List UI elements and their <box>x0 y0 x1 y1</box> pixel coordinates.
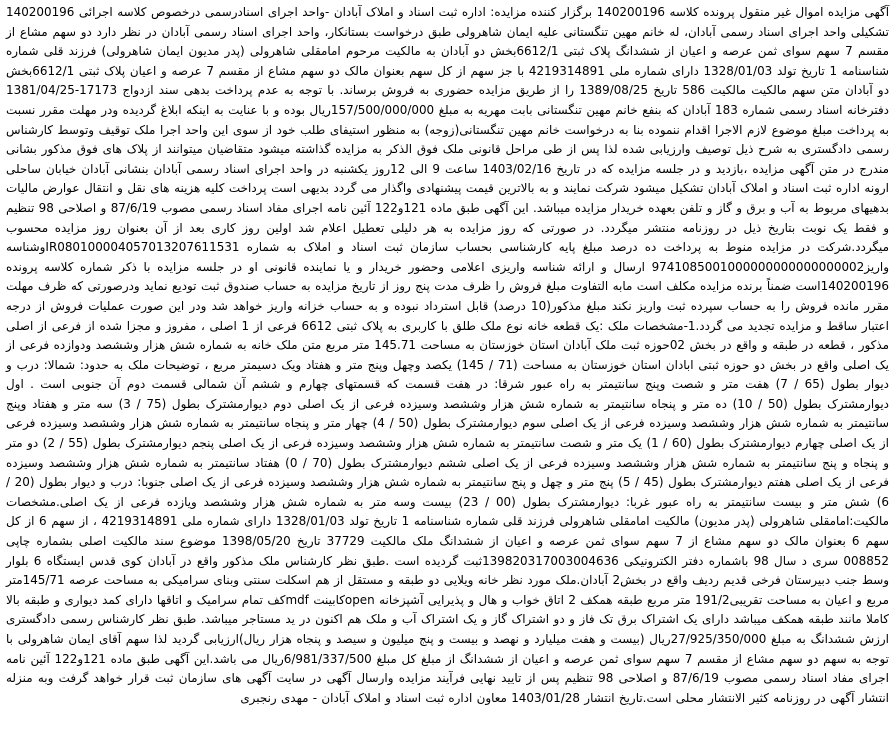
auction-notice-text: آگهی مزایده اموال غیر منقول پرونده کلاسه 140200196 برگزار کننده مزایده: اداره ثبت اسناد و املاک آبادان -واحد اجرای اسنادرسمی درخصوص کلاسه اجرائی 140200196 تشکیلی واحد اجرای اسناد رسمی آبادان، له خانم مهین تنگستانی علیه ایمان شاهرولی طبق درخواست بستانکار، واحد اجرای اسناد رسمی آبادان در نظر دارد دو سهم مشاع از مقسم 7 سهم سوای ثمن عرصه و اعیان از ششدانگ پلاک ثبتی 6612/1بخش دو آبادان به مالکیت مرحوم امامقلی شاهرولی (پدر مدیون ایمان شاهرولی) فرزند قلی شماره شناسنامه 1 تاریخ تولد 1328/01/03 دارای شماره ملی 4219314891 با جز سهم از کل سهم بعنوان مالک دو سهم مشاع از مقسم 7 عرصه و اعیان پلاک ثبتی 6612/1بخش دو آبادان متن سهم مالکیت مالکیت 586 تاریخ 1389/08/25 را از طریق مزایده حضوری به فروش برساند. با توجه به عدم پرداخت بدهی سند ازدواج 17173-1381/04/25 دفترخانه اسناد رسمی شماره 183 آبادان که بنفع خانم مهین تنگستانی بابت مهریه به مبلغ 157/500/000/000ریال بوده و با عنایت به اینکه ابلاغ گردیده ودر مهلت مقرر نسبت به پرداخت مبلغ موضوع لازم الاجرا اقدام ننموده بنا به درخواست خانم مهین تنگستانی(زوجه) به منظور استیفای طلب خود از سوی این واحد اجرا ملک توقیف وتوسط کارشناس رسمی دادگستری به شرح ذیل توصیف وارزیابی شده لذا پس از طی مراحل قانونی ملک فوق الذکر به مزایده گذاشته میشود متقاضیان میتوانند از پلاک های فوق مذکور بشانی مندرج در متن آگهی مزایده ،بازدید و در جلسه مزایده که در تاریخ 1403/02/16 ساعت 9 الی 12روز یکشنبه در واحد اجرای اسناد رسمی آبادان بنشانی آبادان خیابان ساحلی ارونه اداره ثبت اسناد و املاک آبادان تشکیل میشود شرکت نمایند و به بالاترین قیمت پیشنهادی واگذار می گردد بدیهی است پرداخت کلیه هزینه های نقل و انتقال عوارض مالیات بدهیهای مربوط به آب و برق و گاز و تلفن بعهده خریدار مزایده میباشد. این آگهی طبق ماده 121و122 آئین نامه اجرای مفاد اسناد رسمی مصوب 87/6/19 و اصلاحی 98 تنظیم و فقط یک نوبت بتاریخ ذیل در روزنامه منتشر میگردد. در صورتی که روز مزایده به هر دلیلی تعطیل اعلام شد اولین روز کاری بعد از آن بعنوان روز مزایده محسوب میگردد.شرکت در مزایده منوط به پرداخت ده درصد مبلغ پایه کارشناسی بحساب سازمان ثبت اسناد و املاک به شماره IR080100004057013207611531وشناسه واریز9741085001000000000000000002 ارسال و ارائه شناسه واریزی اعلامی وحضور خریدار و یا نماینده قانونی او در جلسه مزایده با ذکر شماره کلاسه پرونده 140200196است ضمناً برنده مزایده مکلف است مابه التفاوت مبلغ فروش را ظرف مدت پنج روز از تاریخ مزایده به حساب صندوق ثبت تودیع نماید ودرصورتی که ظرف مهلت مقرر مانده فروش را به حساب سپرده ثبت واریز نکند مبلغ مذکور(10 درصد) قابل استرداد نبوده و به حساب خزانه واریز خواهد شد ودر این صورت عملیات فروش از درجه اعتبار ساقط و مزایده تجدید می گردد.1-مشخصات ملک :یک قطعه خانه نوع ملک طلق با کاربری به پلاک ثبتی 6612 فرعی از 1 اصلی ، مفروز و مجزا شده از فرعی از اصلی مذکور ، قطعه در طبقه و واقع در بخش 02حوزه ثبت ملک آبادان استان خوزستان به مساحت 145.71 متر مربع متن ملک خانه به شماره شش هزار وششصد ودوازده فرعی از یک اصلی واقع در بخش دو حوزه ثبتی ابادان استان خوزستان به مساحت (71 / 145) یکصد وچهل وپنج متر و هفتاد ویک دسیمتر مربع ، توضیحات ملک به حدود: شمالا: درب و دیوار بطول (65 / 7) هفت متر و شصت وپنج سانتیمتر به راه عبور شرقا: در هفت قسمت که قسمتهای چهارم و ششم آن شمالی قسمت دوم آن جنوبی است . اول دیوارمشترک بطول (50 / 10) ده متر و پنجاه سانتیمتر به شماره شش هزار وششصد وسیزده فرعی از یک اصلی دوم دیوارمشترک بطول (75 / 3) سه متر و هفتاد وپنج سانتیمتر به شماره شش هزار وششصد وسیزده فرعی از یک اصلی سوم دیوارمشترک بطول (50 / 4) چهار متر و پنجاه سانتیمتر به شماره شش هزار وششصد وسیزده فرعی از یک اصلی چهارم دیوارمشترک بطول (60 / 1) یک متر و شصت سانتیمتر به شماره شش هزار وششصد وسیزده فرعی از یک اصلی پنجم دیوارمشترک بطول (55 / 2) دو متر و پنجاه و پنج سانتیمتر به شماره شش هزار وششصد وسیزده فرعی از یک اصلی ششم دیوارمشترک بطول (70 / 0) هفتاد سانتیمتر به شماره شش هزار وششصد وسیزده فرعی از یک اصلی هفتم دیوارمشترک بطول (45 / 5) پنج متر و چهل و پنج سانتیمتر به شماره شش هزار وششصد وسیزده فرعی از یک اصلی جنوبا: درب و دیوار بطول (20 / 6) شش متر و بیست سانتیمتر به راه عبور غربا: دیوارمشترک بطول (00 / 23) بیست وسه متر به شماره شش هزار وششصد ویازده فرعی از یک اصلی.مشخصات مالکیت:امامقلی شاهرولی (پدر مدیون) مالکیت امامقلی شاهرولی فرزند قلی شماره شناسنامه 1 تاریخ تولد 1328/01/03 دارای شماره ملی 4219314891 ، از سهم 6 از کل سهم 6 بعنوان مالک دو سهم مشاع از 7 سهم سوای ثمن عرصه و اعیان از ششدانگ ملک مالکیت 37729 تاریخ 1398/05/20 موضوع سند مالکیت اصلی بشماره چاپی 008852 سری د سال 98 باشماره دفتر الکترونیکی 139820317003004636ثبت گردیده است .طبق نظر کارشناس ملک مذکور واقع در آبادان کوی قدس ایستگاه 6 بلوار وسط جنب دبیرستان فرخی قدیم ردیف واقع در بخش2 آبادان.ملک مورد نظر خانه ویلایی دو طبقه و مستقل از هم اسکلت سنتی وبنای سرامیکی به مساحت عرصه 145/71متر مربع و اعیان به مساحت تقریبی191/2 متر مربع طبقه همکف 2 اتاق خواب و هال و پذیرایی آشپزخانه openکابینت mdfکف تمام سرامیک و اتاقها دارای کمد دیواری و طبقه بالا کاملا مانند طبقه همکف میباشد دارای یک اشتراک برق تک فاز و دو اشتراک گاز و یک اشتراک آب و ملک هم اکنون در ید مستاجر میباشد. طبق نظر کارشناس رسمی دادگستری ارزش ششدانگ به مبلغ 27/925/350/000ریال (بیست و هفت میلیارد و نهصد و بیست و پنج میلیون و سیصد و پنجاه هزار ریال)ارزیابی گردید لذا سهم آقای ایمان شاهرولی با توجه به سهم دو سهم مشاع از مقسم 7 سهم سوای ثمن عرصه و اعیان از ششدانگ از مبلغ کل مبلغ 6/981/337/500ریال می باشد.این آگهی طبق ماده 121و122 آئین نامه اجرای مفاد اسناد رسمی مصوب 87/6/19 و اصلاحی 98 تنظیم پس از تایید نهایی فرآیند مزایده وارسال آگهی در سایت آگهی های سازمان ثبت قرار خواهد گرفت وبه منزله انتشار آگهی در روزنامه کثیر الانتشار محلی است.تاریخ انتشار 1403/01/28 معاون اداره ثبت اسناد و املاک آبادان - مهدی رنجبری <box>6 5 890 705</box>
